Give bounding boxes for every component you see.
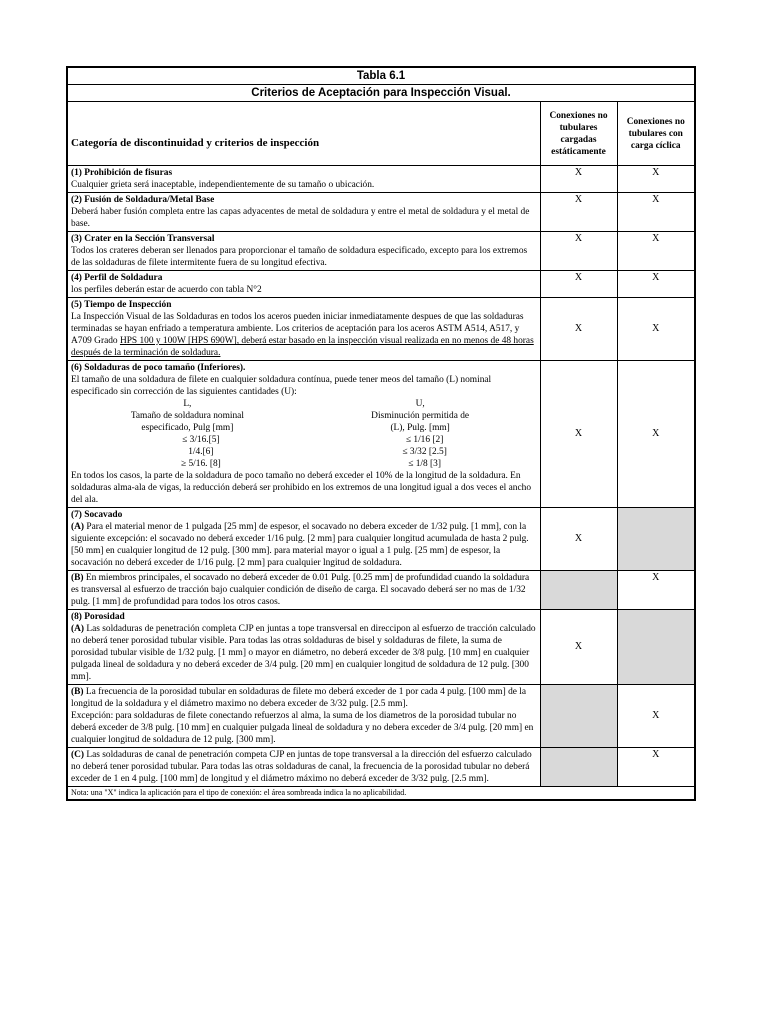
criterion-8b-label: (B) bbox=[71, 687, 84, 697]
criterion-8a-body: Las soldaduras de penetración completa CJP en juntas a tope transversal en direccipon al esfuerzo de tracción calculado no deberá tener porosidad tubular visible. Para todas las otras soldaduras de bisel y soldaduras de filete, la suma de porosidad tubular visible de 1/32 pulg. [1 mm] o mayor en diámetro, no deberá exceder de 3/8 pulg. [10 mm] en cualquier pulgada lineal de soldadura y no deberá exceder de 3/4 pulg. [20 mm] en cualquier longitud de soldadura de 12 pulg. [300 mm]. bbox=[71, 624, 536, 682]
criterion-7a-cell bbox=[67, 508, 540, 571]
criterion-3-title: (3) Crater en la Sección Transversal bbox=[71, 234, 215, 244]
criterion-8b-body: La frecuencia de la porosidad tubular en soldaduras de filete mo deberá exceder de 1 por cada 4 pulg. [100 mm] de la longitud de la soldadura y el diámetro maximo no debera exceder de 3/32 pulg. [2.5 mm]. bbox=[71, 687, 527, 709]
criterion-7a-label: (A) bbox=[71, 522, 85, 532]
criterion-6-u-value: ≤ 1/16 [2] bbox=[405, 435, 444, 445]
criterion-8c-cyclic-mark: X bbox=[617, 748, 695, 787]
note-row bbox=[67, 787, 695, 801]
criteria-table bbox=[66, 66, 696, 801]
criterion-6-l-symbol: L, bbox=[183, 399, 192, 409]
criterion-6-closing: En todos los casos, la parte de la soldadura de poco tamaño no deberá exceder el 10% de la longitud de la soldadura. En soldaduras alma-ala de vigas, la reducción deberá ser prohibido en los extremos de una longitud igual a dos veces el ancho del ala. bbox=[71, 471, 532, 505]
criterion-6-static-mark: X bbox=[540, 361, 617, 508]
table-subtitle: Criterios de Aceptación para Inspección Visual. bbox=[67, 85, 695, 102]
criterion-row-5 bbox=[67, 298, 695, 361]
criterion-6-value-row bbox=[71, 434, 537, 446]
criterion-6-u-head-2: (L), Pulg. [mm] bbox=[390, 423, 450, 433]
criterion-8a-cyclic-shaded bbox=[617, 610, 695, 685]
criterion-2-static-mark: X bbox=[540, 193, 617, 232]
criterion-5-text bbox=[71, 311, 537, 359]
criterion-4-cell bbox=[67, 271, 540, 298]
criterion-row-8b bbox=[67, 685, 695, 748]
criterion-3-text: Todos los crateres deberan ser llenados para proporcionar el tamaño de soldadura especificado, excepto para los extremos de las soldaduras de filete intermitente fuera de su longitud efectiva. bbox=[71, 246, 528, 268]
criterion-1-static-mark: X bbox=[540, 166, 617, 193]
criterion-7b-cyclic-mark: X bbox=[617, 571, 695, 610]
table-title: Tabla 6.1 bbox=[67, 67, 695, 85]
criterion-8a-cell bbox=[67, 610, 540, 685]
criterion-4-cyclic-mark: X bbox=[617, 271, 695, 298]
criterion-7b-label: (B) bbox=[71, 573, 84, 583]
header-row bbox=[67, 102, 695, 166]
criterion-8a-static-mark: X bbox=[540, 610, 617, 685]
criterion-8b-cell bbox=[67, 685, 540, 748]
criterion-8b-static-shaded bbox=[540, 685, 617, 748]
criterion-8b-text bbox=[71, 686, 537, 710]
criterion-1-cyclic-mark: X bbox=[617, 166, 695, 193]
criterion-8-title: (8) Porosidad bbox=[71, 612, 125, 622]
table-note: Nota: una "X" indica la aplicación para el tipo de conexión: el área sombreada indica la no aplicabilidad. bbox=[67, 787, 695, 801]
criterion-8a-text bbox=[71, 623, 537, 683]
criterion-5-static-mark: X bbox=[540, 298, 617, 361]
criterion-8a-label: (A) bbox=[71, 624, 85, 634]
criterion-7b-text bbox=[71, 572, 537, 608]
static-column-header: Conexiones no tubulares cargadas estáticamente bbox=[540, 102, 617, 166]
criterion-row-8a bbox=[67, 610, 695, 685]
criterion-4-title: (4) Perfil de Soldadura bbox=[71, 273, 163, 283]
criterion-6-heads-2 bbox=[71, 422, 537, 434]
criterion-2-cell bbox=[67, 193, 540, 232]
criterion-row-4 bbox=[67, 271, 695, 298]
criterion-6-u-head-1: Disminución permitida de bbox=[371, 411, 470, 421]
criterion-6-u-value: ≤ 3/32 [2.5] bbox=[402, 447, 447, 457]
criterion-5-cell bbox=[67, 298, 540, 361]
criterion-8c-label: (C) bbox=[71, 750, 85, 760]
criterion-6-title: (6) Soldaduras de poco tamaño (Inferiores). bbox=[71, 363, 246, 373]
criterion-row-6 bbox=[67, 361, 695, 508]
criterion-row-2 bbox=[67, 193, 695, 232]
criterion-2-cyclic-mark: X bbox=[617, 193, 695, 232]
criterion-5-cyclic-mark: X bbox=[617, 298, 695, 361]
cyclic-column-header: Conexiones no tubulares con carga cíclica bbox=[617, 102, 695, 166]
criterion-6-u-symbol: U, bbox=[415, 399, 425, 409]
criterion-row-8c bbox=[67, 748, 695, 787]
criterion-5-text-underlined: HPS 100 y 100W [HPS 690W], deberá estar basado en la inspección visual realizada en no menos de 48 horas después de la terminación de soldadura. bbox=[71, 336, 534, 358]
criterion-5-title: (5) Tiempo de Inspección bbox=[71, 300, 172, 310]
criterion-4-text: los perfiles deberán estar de acuerdo con tabla N°2 bbox=[71, 285, 262, 295]
criterion-7a-text bbox=[71, 521, 537, 569]
criterion-8c-static-shaded bbox=[540, 748, 617, 787]
criterion-3-cyclic-mark: X bbox=[617, 232, 695, 271]
criterion-6-l-head-1: Tamaño de soldadura nominal bbox=[130, 411, 244, 421]
criterion-8b-exception: Excepción: para soldaduras de filete conectando refuerzos al alma, la suma de los diametros de la porosidad tubular no deberá exceder de 3/8 pulg. [10 mm] en cualquier pulgada lineal de soldadura y no debera exceder de 3/4 pulg. [20 mm] en cualquier longitud de soldadura de 12 pulg. [300 mm]. bbox=[71, 711, 534, 745]
criterion-6-l-value: 1/4.[6] bbox=[188, 447, 214, 457]
criterion-6-l-head-2: especificado, Pulg [mm] bbox=[141, 423, 234, 433]
title-row bbox=[67, 67, 695, 85]
criterion-6-cell bbox=[67, 361, 540, 508]
criterion-3-cell bbox=[67, 232, 540, 271]
criterion-6-u-value: ≤ 1/8 [3] bbox=[408, 459, 441, 469]
criterion-7-title: (7) Socavado bbox=[71, 510, 123, 520]
criterion-6-l-value: ≤ 3/16.[5] bbox=[182, 435, 220, 445]
criterion-2-text: Deberá haber fusión completa entre las capas adyacentes de metal de soldadura y entre el metal de soldadura y el metal de base. bbox=[71, 207, 530, 229]
criterion-7b-cell bbox=[67, 571, 540, 610]
criterion-1-title: (1) Prohibición de fisuras bbox=[71, 168, 173, 178]
criterion-6-intro: El tamaño de una soldadura de filete en cualquier soldadura contínua, puede tener meos del tamaño (L) nominal especificado sin corrección de las siguientes cantidades (U): bbox=[71, 375, 492, 397]
criterion-8c-text bbox=[71, 749, 537, 785]
criterion-8b-cyclic-mark: X bbox=[617, 685, 695, 748]
criterion-7a-cyclic-shaded bbox=[617, 508, 695, 571]
subtitle-row bbox=[67, 85, 695, 102]
document bbox=[66, 66, 694, 801]
criterion-8c-cell bbox=[67, 748, 540, 787]
criterion-6-cyclic-mark: X bbox=[617, 361, 695, 508]
criterion-7b-body: En miembros principales, el socavado no deberá exceder de 0.01 Pulg. [0.25 mm] de profundidad cuando la soldadura es transversal al esfuerzo de tracción bajo cualquier condición de diseño de carga. El socavado deberá ser no mas de 1/32 pulg. [1 mm] de profundidad para todos los otros casos. bbox=[71, 573, 530, 607]
criterion-7a-static-mark: X bbox=[540, 508, 617, 571]
criterion-row-7b bbox=[67, 571, 695, 610]
criterion-7b-static-shaded bbox=[540, 571, 617, 610]
criterion-4-static-mark: X bbox=[540, 271, 617, 298]
criterion-row-7a bbox=[67, 508, 695, 571]
criterion-6-symbols bbox=[71, 398, 537, 410]
criterion-8c-body: Las soldaduras de canal de penetración competa CJP en juntas de tope transversal a la dirección del esfuerzo calculado no deberá tener porosidad tubular. Para todas las otras soldaduras de canal, la frecuencia de la porosidad tubular no deberá exceder de 1 en 4 pulg. [100 mm] de longitud y el diámetro máximo no deberá exceder de 3/32 pulg. [2.5 mm]. bbox=[71, 750, 532, 784]
criterion-6-value-row bbox=[71, 446, 537, 458]
criterion-1-cell bbox=[67, 166, 540, 193]
criterion-1-text: Cualquier grieta será inaceptable, independientemente de su tamaño o ubicación. bbox=[71, 180, 375, 190]
criterion-7a-body: Para el material menor de 1 pulgada [25 mm] de espesor, el socavado no debera exceder de 1/32 pulg. [1 mm], con la siguiente excepción: el socavado no deberá exceder 1/16 pulg. [2 mm] para cualquier longitud acumulada de hasta 2 pulg. [50 mm] en cualquier longitud de 12 pulg. [300 mm]. para material mayor o igual a 1 pulg. [25 mm] de espesor, la socavación no deberá exceder de 1/16 pulg. [2 mm] para cualquier lngitud de soldadura. bbox=[71, 522, 529, 568]
criterion-5-text-a: La Inspección Visual de las Soldaduras en todos los aceros pueden iniciar inmediatamente despues de que las soldaduras terminadas se hayan enfriado a temperatura ambiente. Los criterios de aceptación para los aceros ASTM A514, A517, y A709 Grado bbox=[71, 312, 524, 346]
criterion-6-value-row bbox=[71, 458, 537, 470]
criterion-row-3 bbox=[67, 232, 695, 271]
category-header: Categoría de discontinuidad y criterios de inspección bbox=[67, 102, 540, 166]
criterion-2-title: (2) Fusión de Soldadura/Metal Base bbox=[71, 195, 215, 205]
criterion-3-static-mark: X bbox=[540, 232, 617, 271]
criterion-row-1 bbox=[67, 166, 695, 193]
criterion-6-heads-1 bbox=[71, 410, 537, 422]
criterion-6-l-value: ≥ 5/16. [8] bbox=[180, 459, 221, 469]
